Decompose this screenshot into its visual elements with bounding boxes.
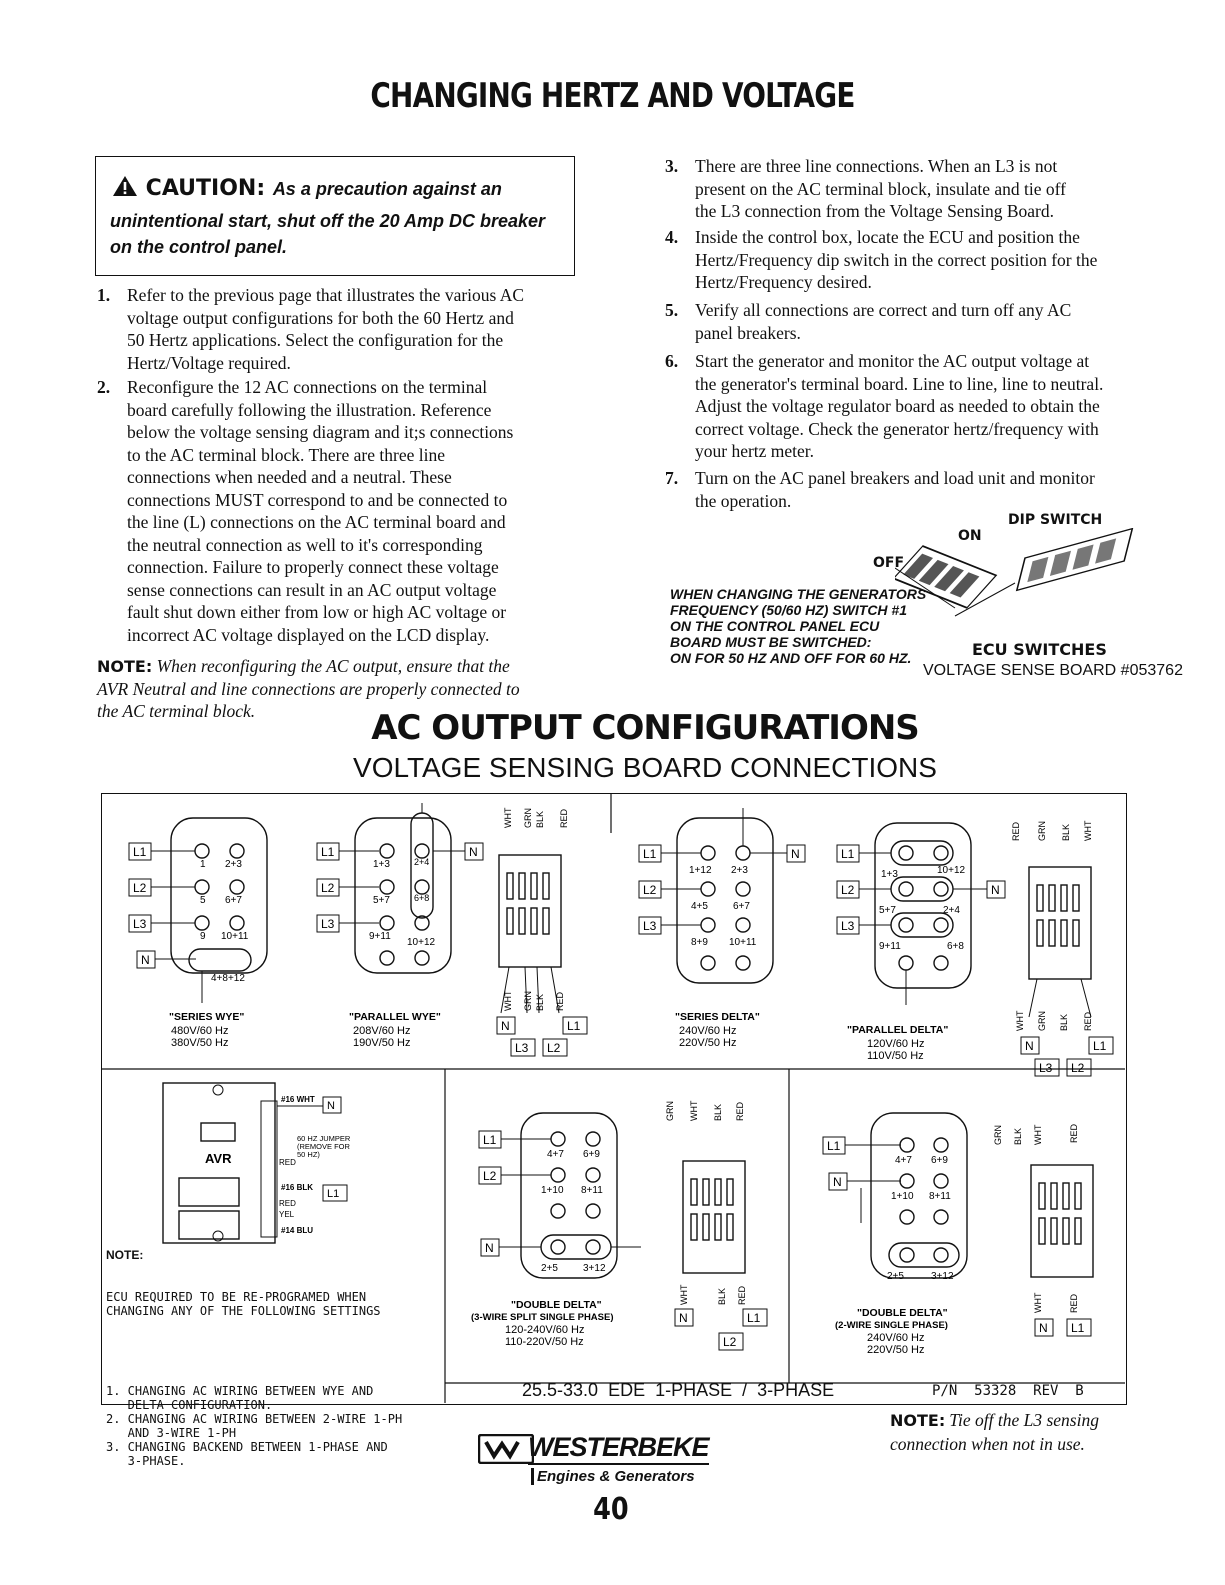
terminal-board-2 <box>1011 820 1113 1076</box>
svg-text:RED: RED <box>555 991 565 1011</box>
svg-text:240V/60 Hz: 240V/60 Hz <box>867 1332 925 1344</box>
svg-text:RED: RED <box>1083 1011 1093 1031</box>
svg-text:3+12: 3+12 <box>583 1263 606 1274</box>
svg-text:1+3: 1+3 <box>373 859 390 870</box>
config-name-series-delta: "SERIES DELTA" <box>675 1011 760 1023</box>
terminal-board-1 <box>497 807 587 1056</box>
warning-icon <box>112 175 138 197</box>
svg-text:N: N <box>1025 1039 1034 1053</box>
svg-text:190V/50 Hz: 190V/50 Hz <box>353 1037 411 1049</box>
l3-label: L3 <box>133 917 147 931</box>
svg-text:8+11: 8+11 <box>581 1185 603 1196</box>
svg-text:N: N <box>485 1241 494 1255</box>
svg-text:110-220V/50 Hz: 110-220V/50 Hz <box>505 1336 584 1348</box>
svg-text:(3-WIRE SPLIT SINGLE PHASE): (3-WIRE SPLIT SINGLE PHASE) <box>471 1312 614 1323</box>
svg-text:GRN: GRN <box>523 991 533 1011</box>
svg-text:L1: L1 <box>643 847 657 861</box>
svg-text:8+11: 8+11 <box>929 1191 951 1202</box>
config-name-parallel-wye: "PARALLEL WYE" <box>349 1011 441 1023</box>
svg-text:N: N <box>469 845 478 859</box>
svg-text:220V/50 Hz: 220V/50 Hz <box>679 1037 737 1049</box>
svg-text:L3: L3 <box>841 919 855 933</box>
model-label: 25.5-33.0 EDE 1-PHASE / 3-PHASE <box>522 1380 835 1400</box>
svg-text:6+9: 6+9 <box>931 1155 948 1166</box>
l2-label: L2 <box>133 881 147 895</box>
svg-text:L1: L1 <box>827 1139 841 1153</box>
part-number: P/N 53328 REV B <box>932 1383 1084 1399</box>
svg-text:L2: L2 <box>483 1169 497 1183</box>
svg-text:60 HZ JUMPER: 60 HZ JUMPER <box>297 1134 351 1143</box>
svg-text:N: N <box>991 883 1000 897</box>
svg-text:380V/50 Hz: 380V/50 Hz <box>171 1037 229 1049</box>
svg-text:RED: RED <box>279 1199 296 1208</box>
svg-text:L1: L1 <box>747 1311 761 1325</box>
svg-text:WHT: WHT <box>503 807 513 828</box>
svg-text:9+11: 9+11 <box>879 941 901 952</box>
ac-output-title: AC OUTPUT CONFIGURATIONS <box>371 708 919 748</box>
svg-text:(REMOVE FOR: (REMOVE FOR <box>297 1142 350 1151</box>
caution-line1: As a precaution against an <box>272 179 502 199</box>
svg-text:2+4: 2+4 <box>943 905 960 916</box>
svg-text:WHT: WHT <box>503 990 513 1011</box>
svg-text:RED: RED <box>735 1101 745 1121</box>
l1-label: L1 <box>133 845 147 859</box>
svg-text:1+10: 1+10 <box>541 1185 564 1196</box>
config-name-double-delta-2wire: "DOUBLE DELTA" <box>857 1307 948 1319</box>
svg-text:N: N <box>833 1175 842 1189</box>
page-title: CHANGING HERTZ AND VOLTAGE <box>370 76 855 116</box>
svg-text:1+12: 1+12 <box>689 865 712 876</box>
avr-diagram <box>163 1083 351 1243</box>
dip-on-label: ON <box>958 528 982 544</box>
caution-box <box>95 156 575 276</box>
config-name-parallel-delta: "PARALLEL DELTA" <box>847 1024 949 1036</box>
svg-text:L2: L2 <box>643 883 657 897</box>
note-l3: NOTE: Tie off the L3 sensing connection when not in use. <box>890 1410 1099 1454</box>
svg-text:(2-WIRE SINGLE PHASE): (2-WIRE SINGLE PHASE) <box>835 1320 948 1331</box>
config-name-double-delta-3wire: "DOUBLE DELTA" <box>511 1299 602 1311</box>
svg-text:6+8: 6+8 <box>414 893 430 903</box>
svg-text:L2: L2 <box>321 881 335 895</box>
svg-text:RED: RED <box>279 1158 296 1167</box>
svg-text:10+12: 10+12 <box>407 937 436 948</box>
svg-text:GRN: GRN <box>993 1125 1003 1145</box>
svg-text:#16 BLK: #16 BLK <box>281 1183 314 1192</box>
svg-text:6+8: 6+8 <box>947 941 964 952</box>
svg-text:L1: L1 <box>1093 1039 1107 1053</box>
svg-text:RED: RED <box>737 1285 747 1305</box>
svg-text:L1: L1 <box>841 847 855 861</box>
svg-text:110V/50 Hz: 110V/50 Hz <box>867 1050 924 1062</box>
caution-heading <box>112 175 502 201</box>
svg-text:RED: RED <box>1069 1293 1079 1313</box>
svg-text:WHT: WHT <box>689 1100 699 1121</box>
dip-off-label: OFF <box>873 555 905 571</box>
svg-text:WHT: WHT <box>1033 1124 1043 1145</box>
note-ac: NOTE: When reconfiguring the AC output, ensure that the AVR Neutral and line connections are properly connected to the AC terminal block. <box>97 656 520 721</box>
dip-switch-title: DIP SWITCH <box>1008 512 1103 528</box>
parallel-delta-diagram <box>837 823 1005 1005</box>
caution-line3: on the control panel. <box>110 237 288 257</box>
svg-text:2+3: 2+3 <box>225 859 242 870</box>
svg-text:8+9: 8+9 <box>691 937 708 948</box>
svg-text:4+7: 4+7 <box>895 1155 912 1166</box>
svg-text:N: N <box>679 1311 688 1325</box>
svg-text:L1: L1 <box>1071 1321 1085 1335</box>
svg-text:L3: L3 <box>321 917 335 931</box>
svg-text:50 HZ): 50 HZ) <box>297 1150 320 1159</box>
svg-text:240V/60 Hz: 240V/60 Hz <box>679 1025 737 1037</box>
ac-output-subtitle: VOLTAGE SENSING BOARD CONNECTIONS <box>353 752 937 783</box>
svg-text:WHT: WHT <box>679 1284 689 1305</box>
svg-text:4+8+12: 4+8+12 <box>211 973 245 984</box>
dip-note: WHEN CHANGING THE GENERATORS FREQUENCY (50/60 HZ) SWITCH #1 ON THE CONTROL PANEL ECU BOARD MUST BE SWITCHED: ON FOR 50 HZ AND OFF FOR 60 HZ. <box>670 586 927 666</box>
svg-text:YEL: YEL <box>279 1210 295 1219</box>
svg-text:6+7: 6+7 <box>225 895 242 906</box>
svg-text:L2: L2 <box>1071 1061 1085 1075</box>
svg-text:WHT: WHT <box>1015 1010 1025 1031</box>
svg-text:BLK: BLK <box>535 993 545 1011</box>
n-label: N <box>141 953 150 967</box>
svg-text:L3: L3 <box>1039 1061 1053 1075</box>
logo-mark-icon <box>478 1434 534 1464</box>
svg-text:10+11: 10+11 <box>729 937 757 948</box>
svg-text:BLK: BLK <box>535 810 545 828</box>
svg-text:120-240V/60 Hz: 120-240V/60 Hz <box>505 1324 585 1336</box>
svg-text:BLK: BLK <box>1059 1013 1069 1031</box>
svg-text:L1: L1 <box>483 1133 497 1147</box>
double-delta-2wire-diagram <box>823 1113 1093 1336</box>
page-number: 40 <box>593 1492 629 1527</box>
svg-text:L1: L1 <box>321 845 335 859</box>
svg-text:WHT: WHT <box>1083 820 1093 841</box>
svg-text:L2: L2 <box>723 1335 737 1349</box>
ecu-switches-label: ECU SWITCHES <box>972 640 1107 659</box>
svg-text:4+5: 4+5 <box>691 901 708 912</box>
svg-text:GRN: GRN <box>1037 1011 1047 1031</box>
caution-label: CAUTION: <box>145 176 266 201</box>
svg-text:10+12: 10+12 <box>937 865 966 876</box>
svg-text:2+5: 2+5 <box>541 1263 558 1274</box>
svg-text:N: N <box>791 847 800 861</box>
svg-text:BLK: BLK <box>713 1103 723 1121</box>
svg-text:N: N <box>501 1019 510 1033</box>
dip-switch-illustration <box>895 528 1145 638</box>
caution-line2: unintentional start, shut off the 20 Amp DC breaker <box>110 211 546 231</box>
svg-text:208V/60 Hz: 208V/60 Hz <box>353 1025 411 1037</box>
voltage-sense-board-label: VOLTAGE SENSE BOARD #053762 <box>923 662 1183 679</box>
svg-text:480V/60 Hz: 480V/60 Hz <box>171 1025 229 1037</box>
svg-text:1: 1 <box>200 859 206 870</box>
svg-text:WHT: WHT <box>1033 1292 1043 1313</box>
svg-text:1+10: 1+10 <box>891 1191 914 1202</box>
svg-text:220V/50 Hz: 220V/50 Hz <box>867 1344 925 1356</box>
svg-text:5+7: 5+7 <box>879 905 896 916</box>
config-name-series-wye: "SERIES WYE" <box>169 1011 245 1023</box>
svg-text:L1: L1 <box>327 1188 340 1200</box>
svg-text:GRN: GRN <box>1037 821 1047 841</box>
svg-text:5: 5 <box>200 895 206 906</box>
svg-text:3+12: 3+12 <box>931 1271 954 1282</box>
svg-text:1+3: 1+3 <box>881 869 898 880</box>
svg-text:L2: L2 <box>547 1041 561 1055</box>
series-wye-diagram <box>129 818 267 1003</box>
svg-text:BLK: BLK <box>1061 823 1071 841</box>
svg-text:4+7: 4+7 <box>547 1149 564 1160</box>
svg-text:9: 9 <box>200 931 206 942</box>
svg-text:10+11: 10+11 <box>221 931 249 942</box>
ecu-note: NOTE: ECU REQUIRED TO BE RE-PROGRAMED WHEN CHANGING ANY OF THE FOLLOWING SETTINGS 1. CHANGING AC WIRING BETWEEN WYE AND DELTA CONFIGURATION. 2. CHANGING AC WIRING BETWEEN 2-WIRE 1-PH AND 3-WIRE 1-PH 3. CHANGING BACKEND BETWEEN 1-PHASE AND 3-PHASE. <box>106 1248 403 1468</box>
svg-text:6+9: 6+9 <box>583 1149 600 1160</box>
svg-text:9+11: 9+11 <box>369 931 391 942</box>
avr-label: AVR <box>205 1151 232 1166</box>
svg-text:RED: RED <box>1069 1123 1079 1143</box>
svg-text:GRN: GRN <box>665 1101 675 1121</box>
svg-text:N: N <box>1039 1321 1048 1335</box>
parallel-wye-diagram <box>317 803 483 973</box>
svg-text:GRN: GRN <box>523 808 533 828</box>
svg-text:2+3: 2+3 <box>731 865 748 876</box>
svg-text:5+7: 5+7 <box>373 895 390 906</box>
series-delta-diagram <box>639 808 805 983</box>
svg-text:120V/60 Hz: 120V/60 Hz <box>867 1038 925 1050</box>
svg-text:L3: L3 <box>515 1041 529 1055</box>
westerbeke-logo: WESTERBEKE Engines & Generators <box>478 1434 750 1490</box>
svg-text:2+5: 2+5 <box>887 1271 904 1282</box>
svg-text:6+7: 6+7 <box>733 901 750 912</box>
svg-text:L3: L3 <box>643 919 657 933</box>
svg-text:#14 BLU: #14 BLU <box>281 1226 314 1235</box>
svg-text:2+4: 2+4 <box>414 857 430 867</box>
svg-text:RED: RED <box>559 808 569 828</box>
svg-text:L2: L2 <box>841 883 855 897</box>
svg-text:RED: RED <box>1011 821 1021 841</box>
svg-text:L1: L1 <box>567 1019 581 1033</box>
svg-text:BLK: BLK <box>717 1287 727 1305</box>
svg-text:#16 WHT: #16 WHT <box>281 1095 315 1104</box>
svg-text:N: N <box>327 1100 335 1112</box>
svg-text:BLK: BLK <box>1013 1127 1023 1145</box>
